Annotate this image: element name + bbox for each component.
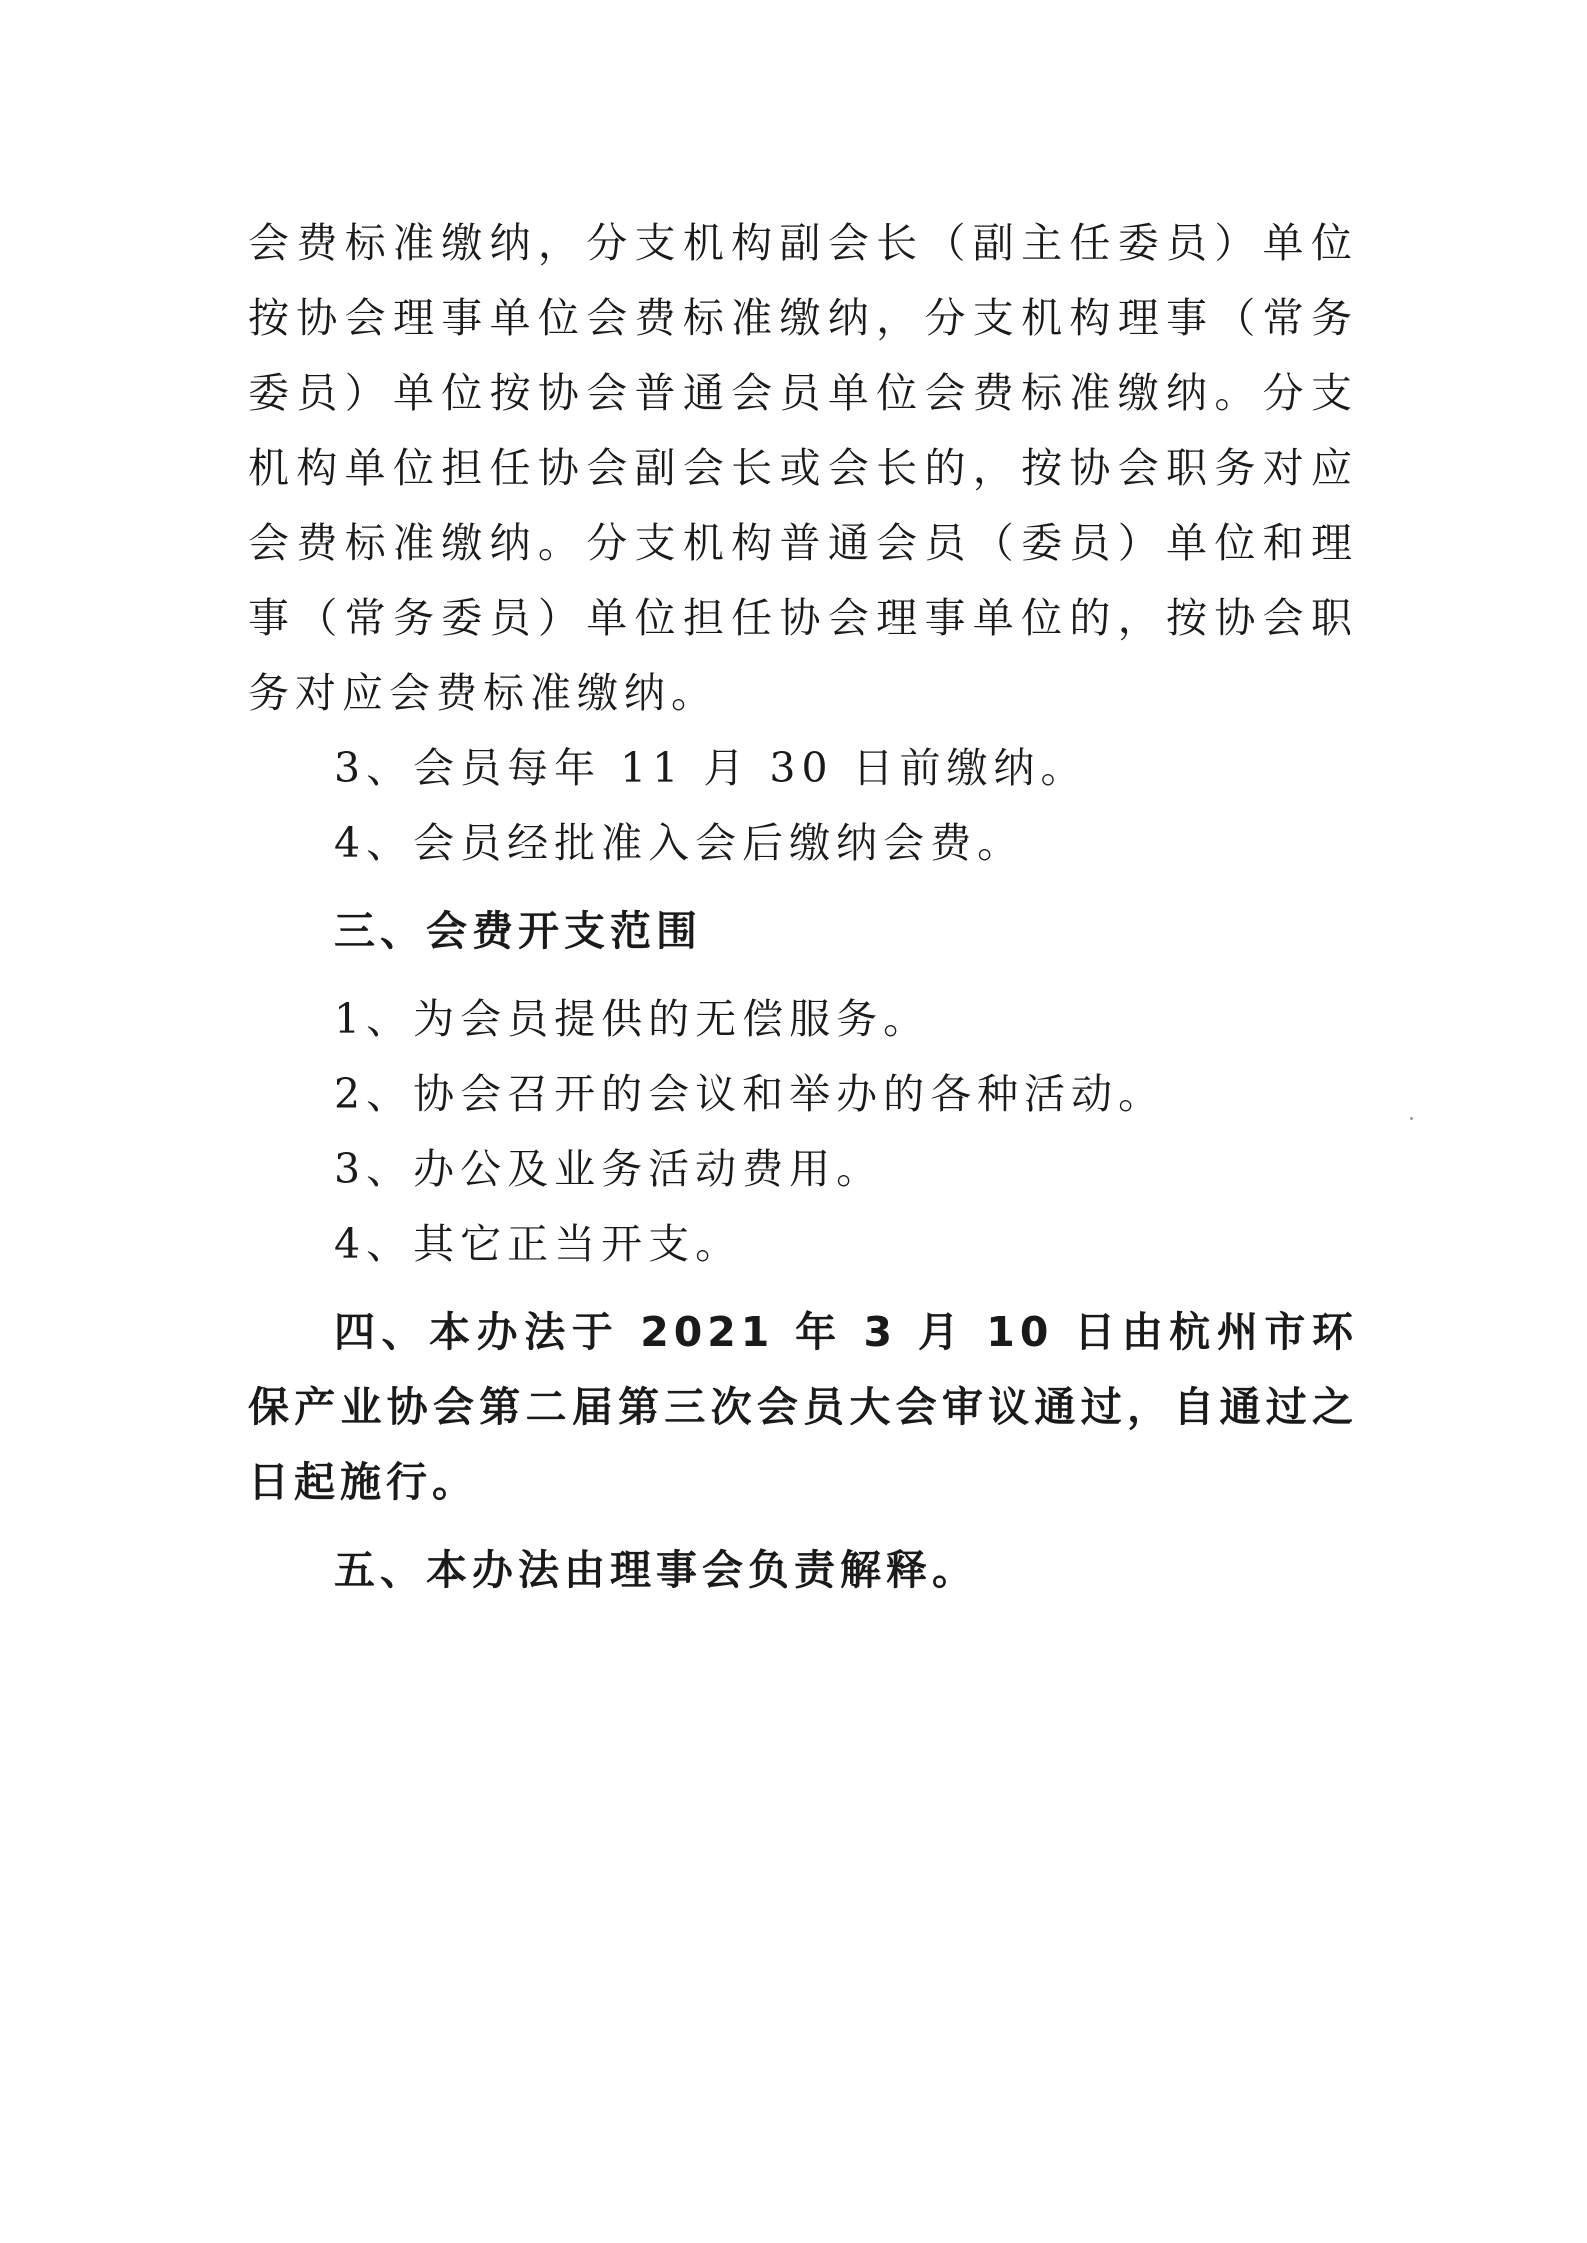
section-effective-date: 四、本办法于 2021 年 3 月 10 日由杭州市环保产业协会第二届第三次会员大会审议通过，自通过之日起施行。 xyxy=(248,1308,1358,1506)
list-item-free-services: 1、为会员提供的无偿服务。 xyxy=(334,995,931,1043)
list-item-payment-deadline: 3、会员每年 11 月 30 日前缴纳。 xyxy=(334,744,1088,792)
list-item-payment-after-approval: 4、会员经批准入会后缴纳会费。 xyxy=(334,819,1025,867)
section-interpretation: 五、本办法由理事会负责解释。 xyxy=(334,1546,978,1594)
list-item-meetings-activities: 2、协会召开的会议和举办的各种活动。 xyxy=(334,1070,1166,1118)
list-item-other-expenses: 4、其它正当开支。 xyxy=(334,1220,743,1268)
section-heading-expenditure-scope: 三、会费开支范围 xyxy=(334,907,702,955)
list-item-office-expenses: 3、办公及业务活动费用。 xyxy=(334,1145,884,1193)
scan-speck xyxy=(1410,1117,1413,1120)
document-body xyxy=(248,206,1358,1621)
fee-standard-paragraph: 会费标准缴纳，分支机构副会长（副主任委员）单位按协会理事单位会费标准缴纳，分支机构理事（常务委员）单位按协会普通会员单位会费标准缴纳。分支机构单位担任协会副会长或会长的，按协会职务对应会费标准缴纳。分支机构普通会员（委员）单位和理事（常务委员）单位担任协会理事单位的，按协会职务对应会费标准缴纳。 xyxy=(248,219,1358,717)
